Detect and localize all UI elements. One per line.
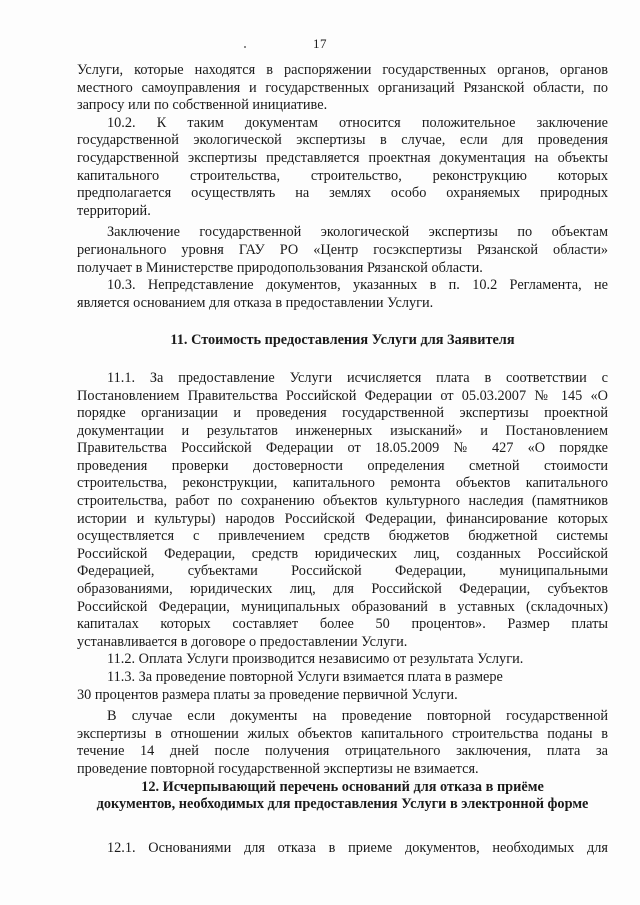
text-line: 30 процентов размера платы за проведение первичной Услуги. (77, 686, 458, 703)
section-11-heading: 11. Стоимость предоставления Услуги для Заявителя (170, 332, 515, 349)
page-number: 17 (313, 36, 327, 51)
text-line: является основанием для отказа в предоставлении Услуги. (77, 294, 434, 311)
text-line: Услуги, которые находятся в распоряжении государственных органов, органов (77, 62, 608, 78)
text-line: 11.1. За предоставление Услуги исчисляется плата в соответствии с (107, 369, 608, 386)
text-line: 10.3. Непредставление документов, указанных в п. 10.2 Регламента, не (107, 277, 608, 294)
text-line: В случае если документы на проведение повторной государственной (107, 708, 608, 725)
text-line: государственной экологической экспертизы в случае, если для проведения (77, 132, 608, 149)
text-line: Заключение государственной экологической экспертизы по объектам (107, 224, 608, 241)
text-line: осуществляется с привлечением средств бюджетов бюджетной системы (77, 528, 608, 545)
paragraph-11-3 (77, 669, 608, 704)
text-line: строительства, работ по сохранению объектов культурного наследия (памятников (77, 493, 608, 510)
document-body (77, 62, 608, 857)
text-line: Федерацией, субъектами Российской Федерации, муниципальными (77, 563, 608, 580)
paragraph-10-3 (77, 277, 608, 312)
text-line: запросу или по собственной инициативе. (77, 97, 328, 114)
text-line: Российской Федерации, средств юридических лиц, созданных Российской (77, 545, 608, 562)
paragraph-10-2 (77, 115, 608, 221)
text-line: образованиями, юридических лиц, для Российской Федерации, субъектов (77, 581, 608, 598)
text-line: устанавливается в договоре о предоставлении Услуги. (77, 633, 408, 650)
paragraph-11-2 (77, 651, 608, 669)
paragraph-repeat-expertise (77, 708, 608, 778)
heading-line: 12. Исчерпывающий перечень оснований для отказа в приёме (141, 778, 544, 795)
text-line: экспертизы в отношении жилых объектов капитального строительства поданы в (77, 725, 608, 742)
text-line: территорий. (77, 202, 151, 219)
text-line: 12.1. Основаниями для отказа в приеме документов, необходимых для (107, 839, 608, 856)
text-line: предполагается осуществлять на землях особо охраняемых природных (77, 185, 608, 202)
text-line: документации и результатов инженерных изысканий» и Постановлением (77, 422, 608, 439)
paragraph-12-1 (77, 840, 608, 858)
section-12-heading (77, 779, 608, 814)
text-line: местного самоуправления и государственных организаций Рязанской области, по (77, 79, 608, 96)
text-line: капиталах которых составляет более 50 процентов». Размер платы (77, 616, 608, 633)
text-line: течение 14 дней после получения отрицательного заключения, плата за (77, 743, 608, 760)
scan-speck (244, 46, 246, 48)
text-line: регионального уровня ГАУ РО «Центр госэкспертизы Рязанской области» (77, 241, 608, 258)
text-line: капитального строительства, строительство, реконструкцию которых (77, 167, 608, 184)
text-line: получает в Министерстве природопользования Рязанской области. (77, 259, 483, 276)
paragraph-continuation (77, 62, 608, 115)
paragraph-conclusion (77, 224, 608, 277)
text-line: проведения проверки достоверности определения сметной стоимости (77, 457, 608, 474)
text-line: Российской Федерации, муниципальных образований в уставных (складочных) (77, 598, 608, 615)
paragraph-11-1 (77, 370, 608, 652)
text-line: 11.3. За проведение повторной Услуги взимается плата в размере (107, 669, 503, 685)
text-line: истории и культуры) народов Российской Федерации, финансирование которых (77, 510, 608, 527)
text-line: Правительства Российской Федерации от 18.05.2009 № 427 «О порядке (77, 440, 608, 457)
text-line: 11.2. Оплата Услуги производится независимо от результата Услуги. (107, 651, 524, 668)
text-line: строительства, реконструкции, капитального ремонта объектов капитального (77, 475, 608, 492)
text-line: государственной экспертизы представляется проектная документация на объекты (77, 149, 608, 166)
heading-line: документов, необходимых для предоставления Услуги в электронной форме (96, 796, 589, 813)
text-line: порядке организации и проведения государственной экспертизы проектной (77, 405, 608, 422)
text-line: Постановлением Правительства Российской Федерации от 05.03.2007 № 145 «О (77, 387, 608, 404)
text-line: 10.2. К таким документам относится положительное заключение (107, 114, 608, 131)
text-line: проведение повторной государственной экспертизы не взимается. (77, 760, 479, 777)
